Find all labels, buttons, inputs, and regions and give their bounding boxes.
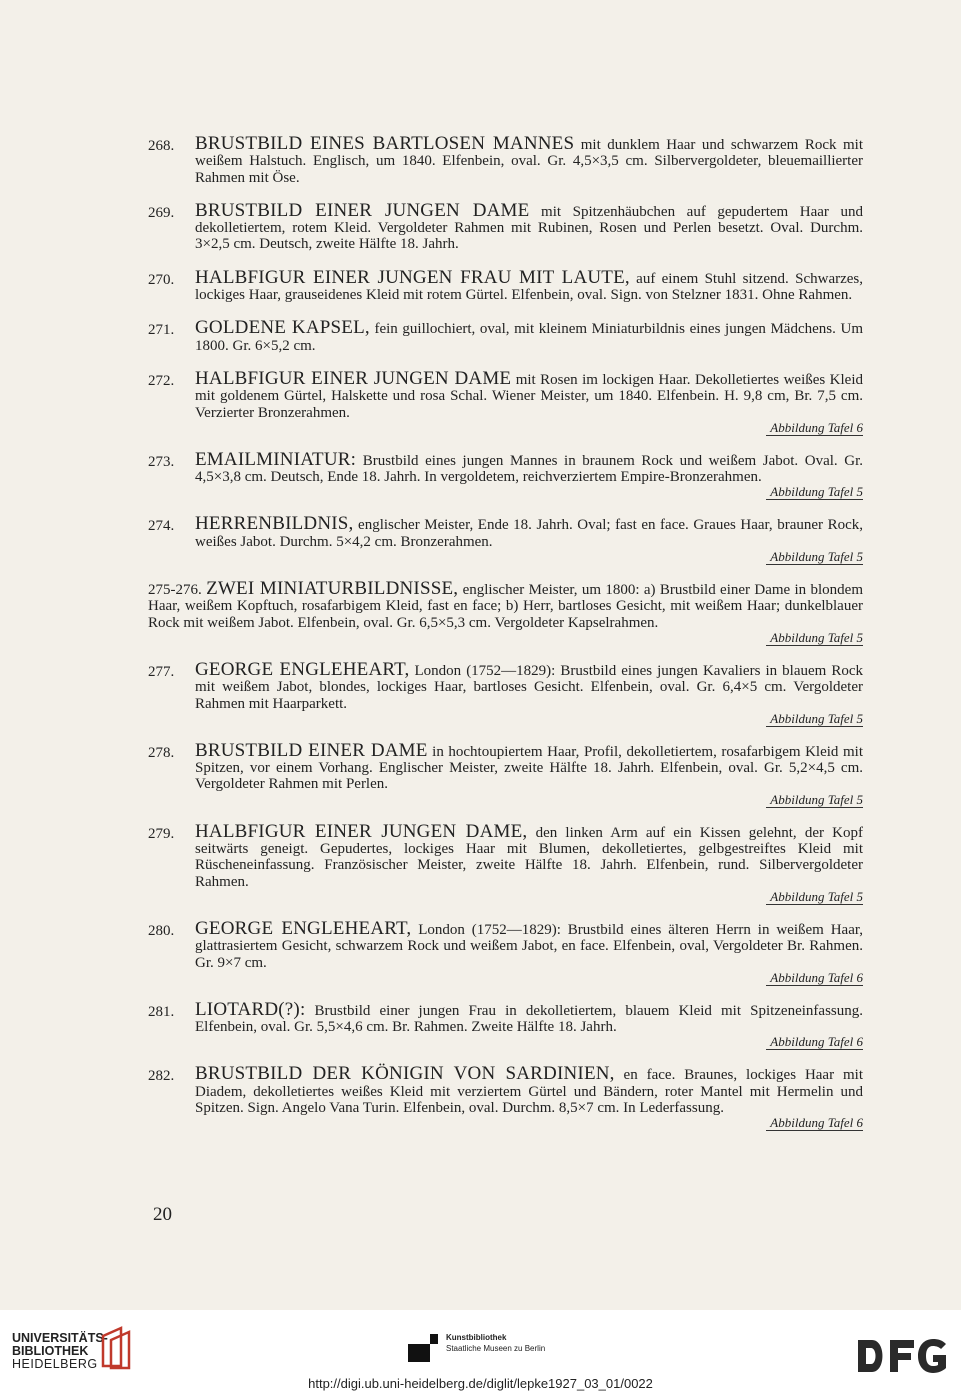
plate-reference: Abbildung Tafel 5: [195, 792, 863, 807]
university-library-logo-icon: [99, 1326, 133, 1370]
university-library-name: UNIVERSITÄTS- BIBLIOTHEK HEIDELBERG: [12, 1331, 108, 1371]
entry-title: ZWEI MINIATURBILDNISSE,: [206, 578, 459, 600]
entry-title: GEORGE ENGLEHEART,: [195, 917, 412, 939]
catalog-entry: [148, 578, 864, 645]
entry-number: 281.: [148, 1003, 175, 1020]
entry-description: en face. Braunes, lockiges Haar mit Diadem, dekolletiertes weißes Kleid mit verziertem Gürtel und Bändern, roter Mantel mit Hermelin und Spitzen. Sign. Angelo Vana Turin. Elfenbein, oval. Durchm. 8,5×7 cm. In Lederfassung.: [195, 1067, 863, 1116]
entry-title: EMAILMINIATUR:: [195, 448, 357, 470]
plate-reference: Abbildung Tafel 6: [195, 1115, 863, 1130]
entry-title: BRUSTBILD EINES BARTLOSEN MANNES: [195, 133, 575, 154]
entry-title: HALBFIGUR EINER JUNGEN DAME: [195, 367, 512, 389]
catalog-entries: [148, 133, 864, 1147]
entry-number: 279.: [148, 825, 175, 842]
plate-reference: Abbildung Tafel 6: [195, 970, 863, 985]
source-url: http://digi.ub.uni-heidelberg.de/diglit/lepke1927_03_01/0022: [308, 1376, 653, 1391]
entry-description: englischer Meister, Ende 18. Jahrh. Oval; fast en face. Graues Haar, brauner Rock, weißes Jabot. Durchm. 5×4,2 cm. Bronzerahmen.: [195, 517, 863, 550]
plate-reference: Abbildung Tafel 5: [195, 549, 863, 564]
catalog-entry: [148, 658, 863, 726]
entry-description: Brustbild eines jungen Mannes in braunem Rock und weißem Jabot. Oval. Gr. 4,5×3,8 cm. Deutsch, Ende 18. Jahrh. In vergoldetem, reichverziertem Empire-Bronzerahmen.: [195, 452, 863, 486]
catalog-entry: [148, 448, 863, 500]
entry-number: 274.: [148, 518, 175, 535]
catalog-entry: [148, 199, 863, 253]
footer-bar: [0, 1310, 961, 1392]
entry-number: 278.: [148, 744, 175, 761]
entry-title: HALBFIGUR EINER JUNGEN DAME,: [195, 820, 528, 842]
entry-description: fein guillochiert, oval, mit kleinem Miniaturbildnis eines jungen Mädchens. Um 1800. Gr. 6×5,2 cm.: [195, 321, 863, 354]
entry-number: 272.: [148, 372, 175, 389]
catalog-entry: [148, 820, 864, 904]
entry-description: mit Spitzenhäubchen auf gepudertem Haar und dekolletiertem, rotem Kleid. Vergoldeter Rahmen mit Rubinen, Rosen und Perlen besetzt. Oval. Durchm. 3×2,5 cm. Deutsch, zweite Hälfte 18. Jahrh.: [195, 203, 863, 253]
catalog-entry: [148, 739, 863, 807]
entry-title: GEORGE ENGLEHEART,: [195, 658, 410, 680]
catalog-entry: [148, 317, 863, 354]
catalog-entry: [148, 513, 863, 565]
kunstbibliothek-title: Kunstbibliothek: [446, 1333, 507, 1342]
entry-description: mit Rosen im lockigen Haar. Dekolletiertes weißes Kleid mit goldenem Gürtel, Halskette und rosa Schal. Wiener Meister, um 1840. Elfenbein. H. 9,8 cm, Br. 7,5 cm. Verzierter Bronzerahmen.: [195, 371, 864, 421]
entry-number: 273.: [148, 453, 175, 470]
entry-title: BRUSTBILD EINER JUNGEN DAME: [195, 199, 530, 221]
entry-number: 275-276.: [148, 582, 202, 599]
entry-number: 269.: [148, 204, 175, 221]
entry-title: GOLDENE KAPSEL,: [195, 317, 370, 339]
entry-number: 280.: [148, 922, 175, 939]
entry-description: auf einem Stuhl sitzend. Schwarzes, lockiges Haar, grauseidenes Kleid mit rotem Gürtel. Elfenbein, oval. Sign. von Stelzner 1831. Ohne Rahmen.: [195, 270, 863, 304]
plate-reference: Abbildung Tafel 5: [195, 484, 863, 499]
plate-reference: Abbildung Tafel 5: [195, 711, 863, 726]
plate-reference: Abbildung Tafel 5: [148, 630, 863, 645]
kunstbibliothek-logo-icon: [408, 1334, 438, 1362]
catalog-entry: [148, 133, 863, 186]
catalog-entry: [148, 1063, 863, 1131]
entry-title: HERRENBILDNIS,: [195, 513, 354, 535]
kunstbibliothek-subtitle: Staatliche Museen zu Berlin: [446, 1344, 546, 1353]
entry-number: 282.: [148, 1068, 175, 1085]
entry-description: den linken Arm auf ein Kissen gelehnt, der Kopf seitwärts geneigt. Gepudertes, lockiges Haar mit Blumen, dekolletiertes, gelbgestreiftes Kleid mit Rüscheneinfassung. Französischer Meister, zweite Hälfte 18. Jahrh. Elfenbein, rund. Silbervergoldeter Rahmen.: [195, 824, 864, 890]
catalog-entry: [148, 367, 864, 435]
entry-number: 268.: [148, 138, 175, 154]
entry-title: LIOTARD(?):: [195, 998, 306, 1020]
dfg-logo-icon: [856, 1336, 948, 1376]
entry-description: Brustbild einer jungen Frau in dekolletiertem, blauem Kleid mit Spitzeneinfassung. Elfenbein, oval. Gr. 5,5×4,6 cm. Br. Rahmen. Zweite Hälfte 18. Jahrh.: [195, 1002, 863, 1036]
catalog-entry: [148, 917, 863, 985]
entry-description: London (1752—1829): Brustbild eines jungen Kavaliers in blauem Rock mit weißem Jabot, blondes, lockiges Haar, bartloses Gesicht. Elfenbein, oval. Gr. 6,4×5 cm. Vergoldeter Rahmen mit Haarparkett.: [195, 662, 863, 712]
entry-description: englischer Meister, um 1800: a) Brustbild einer Dame in blondem Haar, weißem Kopftuch, rosafarbigem Kleid, fast en face; b) Herr, bartloses Gesicht, mit weißem Haar; dunkelblauer Rock mit weißem Jabot. Elfenbein, oval. Gr. 6,5×5,3 cm. Vergoldeter Kapselrahmen.: [148, 582, 864, 631]
catalog-entry: [148, 998, 863, 1050]
entry-title: BRUSTBILD DER KÖNIGIN VON SARDINIEN,: [195, 1063, 615, 1085]
plate-reference: Abbildung Tafel 6: [195, 1034, 863, 1049]
page-number: 20: [153, 1204, 172, 1225]
entry-number: 271.: [148, 322, 175, 339]
plate-reference: Abbildung Tafel 5: [195, 889, 863, 904]
entry-description: in hochtoupiertem Haar, Profil, dekolletiertem, rosafarbigem Kleid mit Spitzen, vor einem Vorhang. Englischer Meister, zweite Hälfte 18. Jahrh. Elfenbein, oval. Gr. 5,2×4,5 cm. Vergoldeter Rahmen mit Perlen.: [195, 743, 863, 793]
catalog-entry: [148, 266, 863, 304]
entry-title: HALBFIGUR EINER JUNGEN FRAU MIT LAUTE,: [195, 266, 630, 288]
entry-number: 270.: [148, 271, 175, 288]
plate-reference: Abbildung Tafel 6: [195, 420, 863, 435]
entry-description: mit dunklem Haar und schwarzem Rock mit weißem Halstuch. Englisch, um 1840. Elfenbein, oval. Gr. 4,5×3,5 cm. Silbervergoldeter, bleuemaillierter Rahmen mit Öse.: [195, 137, 863, 186]
entry-title: BRUSTBILD EINER DAME: [195, 739, 428, 761]
entry-number: 277.: [148, 663, 175, 680]
entry-description: London (1752—1829): Brustbild eines älteren Herrn in weißem Haar, glattrasiertem Gesicht, schwarzem Rock und weißem Jabot, en face. Elfenbein, oval, Vergoldeter Br. Rahmen. Gr. 9×7 cm.: [195, 921, 863, 971]
